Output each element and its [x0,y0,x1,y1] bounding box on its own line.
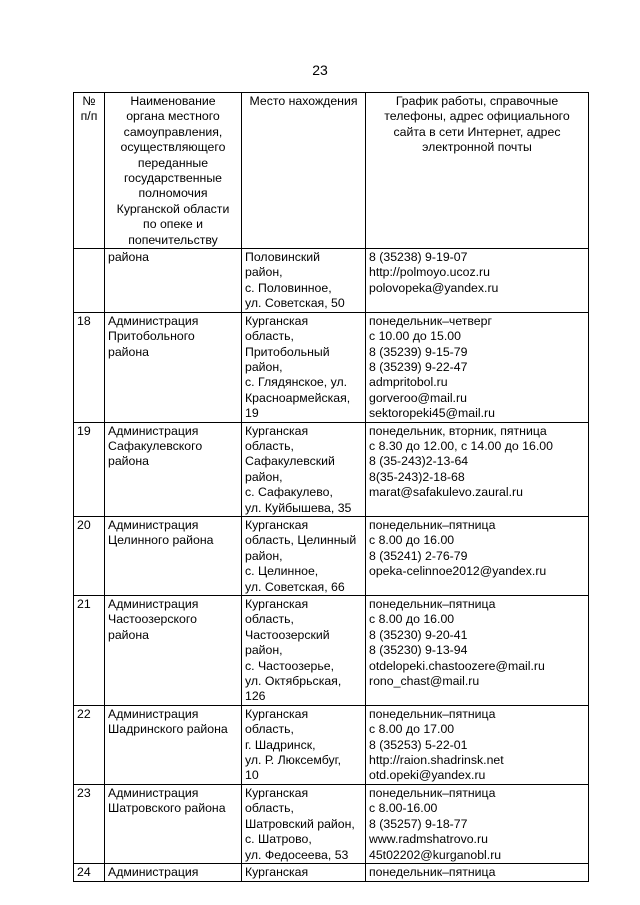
row-location: Курганская область, Шатровский район, с. Шатрово, ул. Федосеева, 53 [242,784,366,863]
table-row [74,596,589,706]
row-location: Курганская область, Притобольный район, с. Глядянское, ул. Красноармейская, 19 [242,312,366,422]
table-row [74,863,589,881]
row-organ: Администрация Сафакулевского района [105,422,242,516]
row-schedule: понедельник, вторник, пятница с 8.30 до 12.00, с 14.00 до 16.00 8 (35-243)2-13-64 8(35-243)2-18-68 marat@safakulevo.zaural.ru [366,422,589,516]
page-number: 23 [312,62,328,78]
row-num: 20 [74,516,105,595]
header-location: Место нахождения [242,93,366,249]
table-row [74,422,589,516]
table-row [74,249,589,313]
header-num: № п/п [74,93,105,249]
row-organ: Администрация Шадринского района [105,705,242,784]
table-row [74,784,589,863]
row-location: Курганская область, Сафакулевский район, с. Сафакулево, ул. Куйбышева, 35 [242,422,366,516]
row-schedule: понедельник–пятница с 8.00 до 16.00 8 (35241) 2-76-79 opeka-celinnoe2012@yandex.ru [366,516,589,595]
row-num: 19 [74,422,105,516]
row-location: Половинский район, с. Половинное, ул. Советская, 50 [242,249,366,313]
row-organ: Администрация Частоозерского района [105,596,242,706]
header-schedule: График работы, справочные телефоны, адрес официального сайта в сети Интернет, адрес электронной почты [366,93,589,249]
row-schedule: понедельник–пятница с 8.00-16.00 8 (35257) 9-18-77 www.radmshatrovo.ru 45t02202@kurganobl.ru [366,784,589,863]
row-num: 21 [74,596,105,706]
table-row [74,705,589,784]
row-location: Курганская область, Целинный район, с. Целинное, ул. Советская, 66 [242,516,366,595]
row-organ: Администрация Целинного района [105,516,242,595]
table-row [74,312,589,422]
row-schedule: понедельник–пятница [366,863,589,881]
row-num: 22 [74,705,105,784]
authorities-table [73,92,589,882]
row-schedule: понедельник–пятница с 8.00 до 17.00 8 (35253) 5-22-01 http://raion.shadrinsk.net otd.opeki@yandex.ru [366,705,589,784]
row-location: Курганская область, Частоозерский район, с. Частоозерье, ул. Октябрьская, 126 [242,596,366,706]
row-organ: Администрация Шатровского района [105,784,242,863]
row-num [74,249,105,313]
table-row [74,516,589,595]
row-num: 23 [74,784,105,863]
row-organ: Администрация Притобольного района [105,312,242,422]
row-num: 24 [74,863,105,881]
row-organ: Администрация [105,863,242,881]
row-schedule: понедельник–четверг с 10.00 до 15.00 8 (35239) 9-15-79 8 (35239) 9-22-47 admpritobol.ru gorveroo@mail.ru sektoropeki45@mail.ru [366,312,589,422]
table-header-row [74,93,589,249]
row-organ: района [105,249,242,313]
row-schedule: понедельник–пятница с 8.00 до 16.00 8 (35230) 9-20-41 8 (35230) 9-13-94 otdelopeki.chastoozere@mail.ru rono_chast@mail.ru [366,596,589,706]
header-organ: Наименование органа местного самоуправления, осуществляющего переданные государственные полномочия Курганской области по опеке и попечительству [105,93,242,249]
row-location: Курганская [242,863,366,881]
row-num: 18 [74,312,105,422]
row-location: Курганская область, г. Шадринск, ул. Р. Люксембуг, 10 [242,705,366,784]
row-schedule: 8 (35238) 9-19-07 http://polmoyo.ucoz.ru polovopeka@yandex.ru [366,249,589,313]
